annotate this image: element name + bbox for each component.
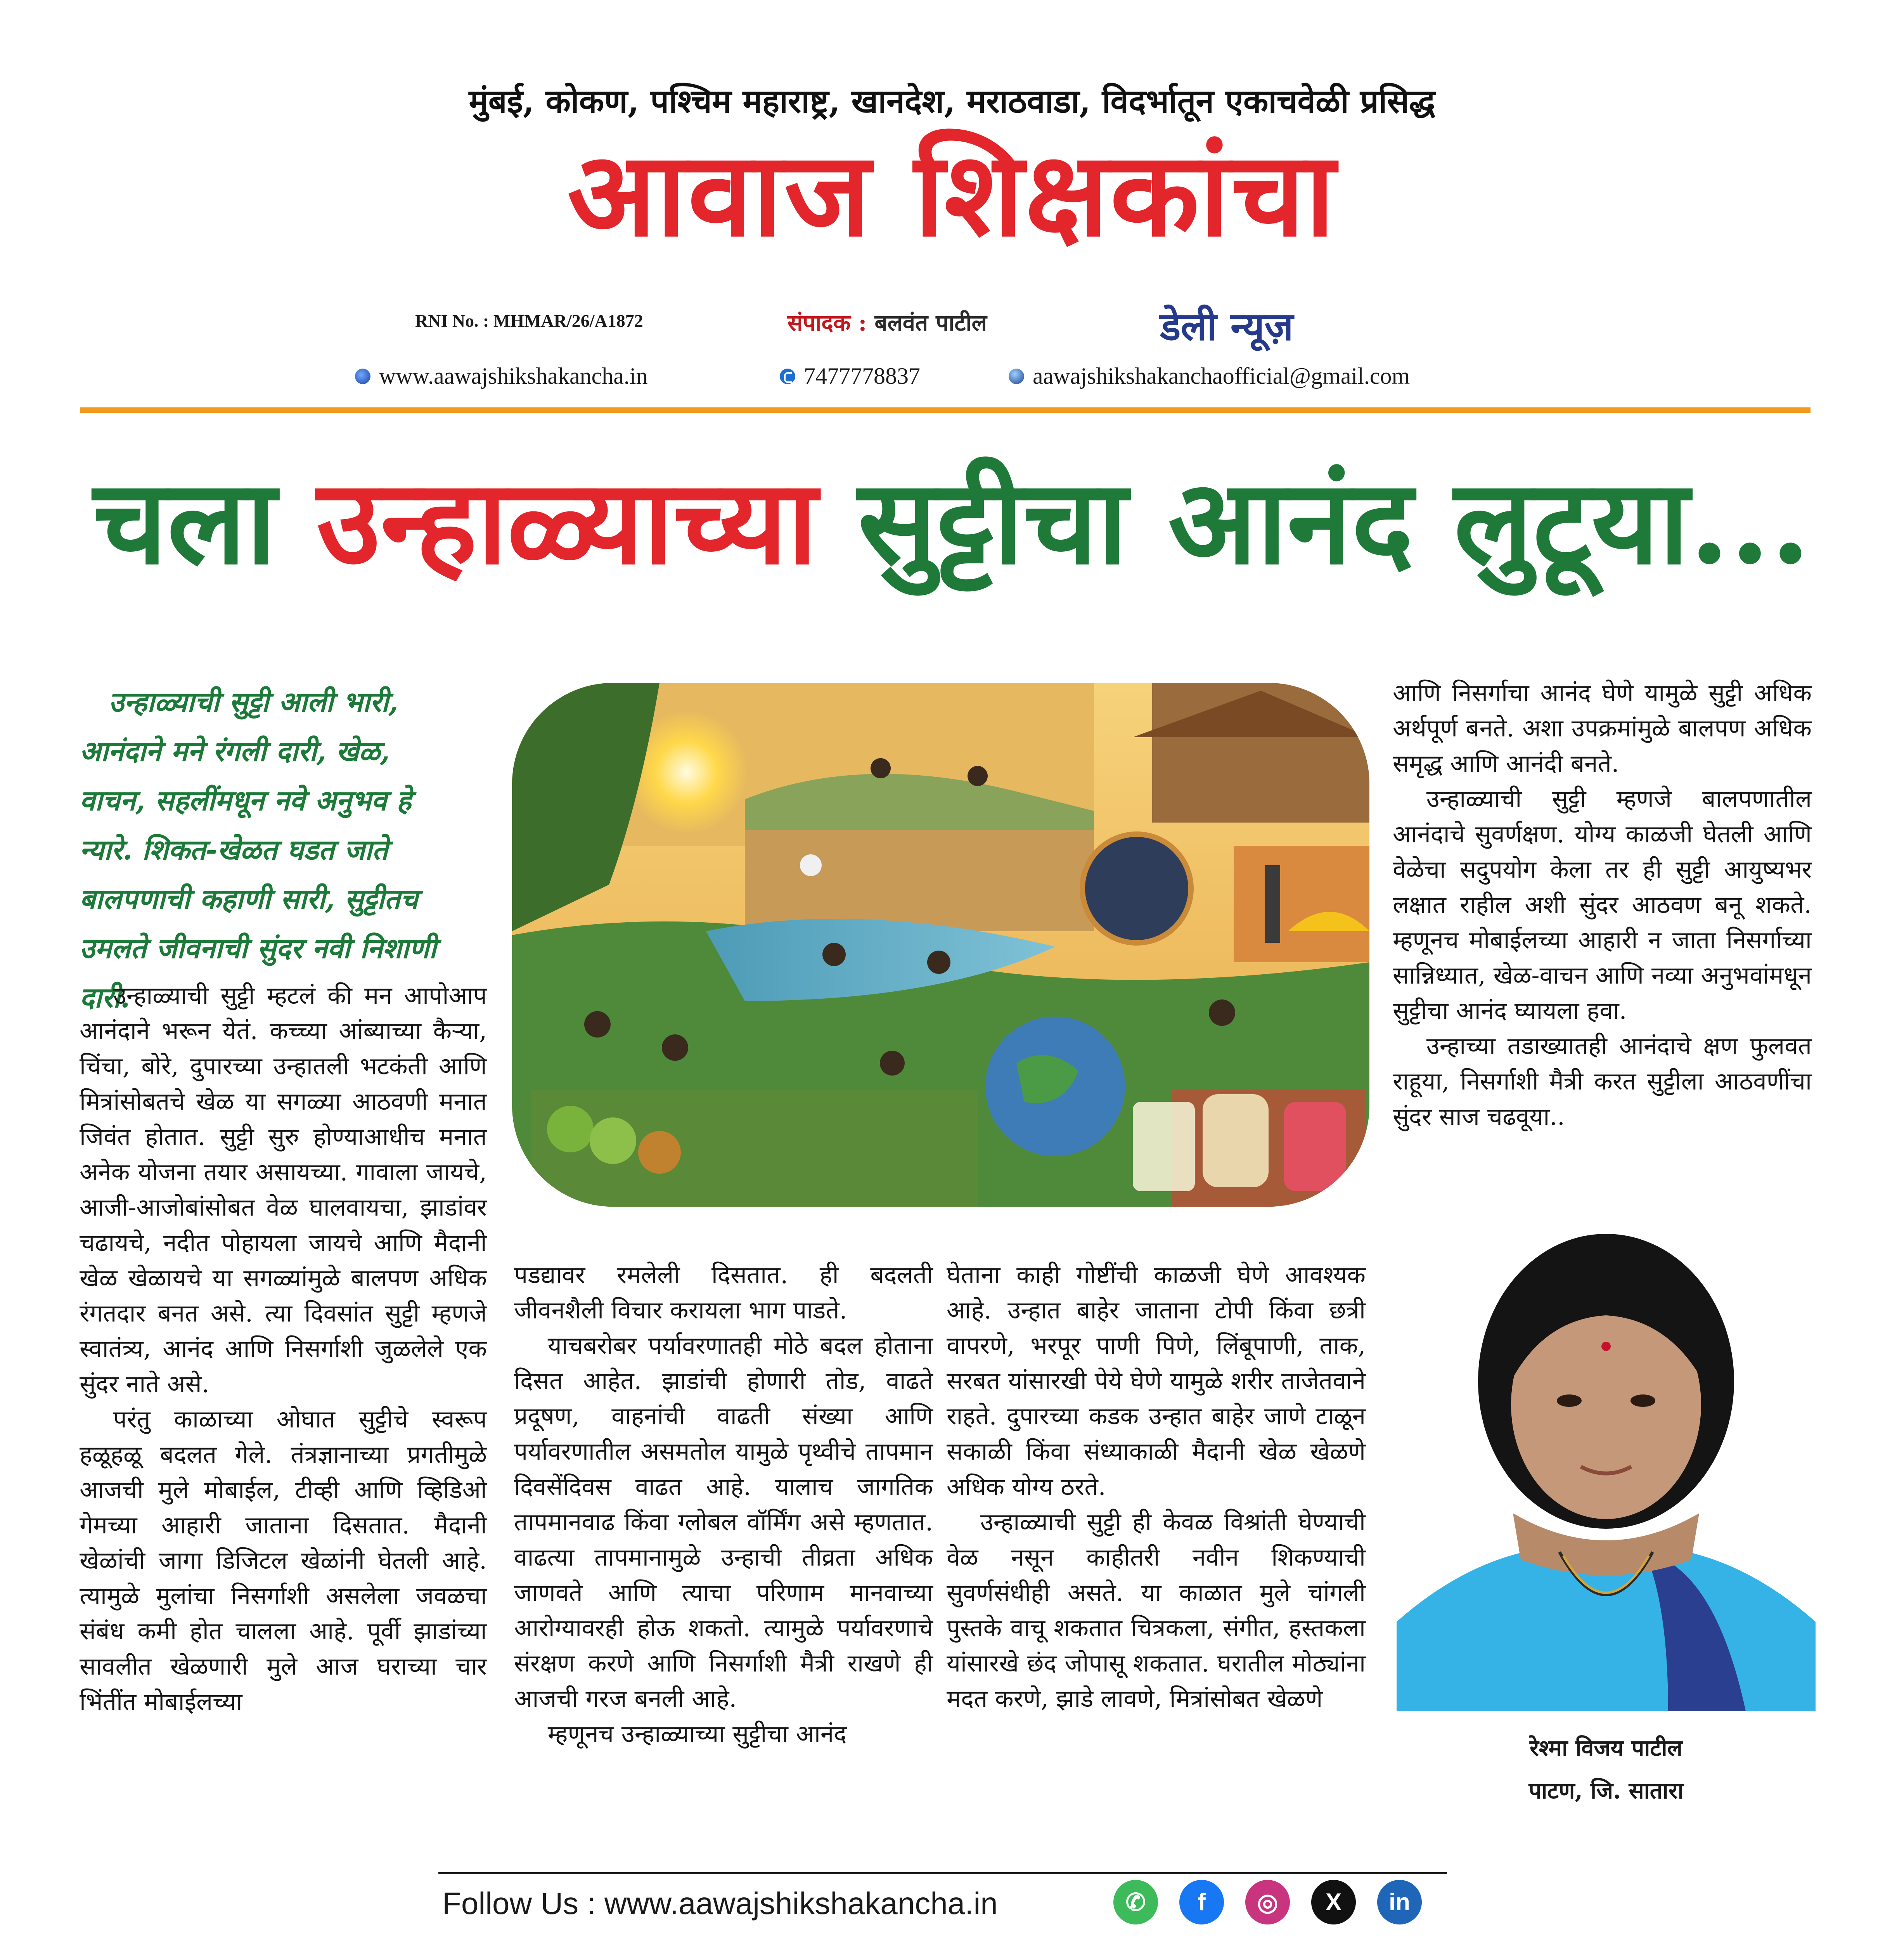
rni-number: RNI No. : MHMAR/26/A1872 (415, 311, 643, 331)
phone-text[interactable]: 7477778837 (804, 363, 920, 389)
author-place: पाटण, जि. सातारा (1528, 1777, 1684, 1804)
headline-part-2: उन्हाळ्याच्या (317, 453, 817, 590)
facebook-icon[interactable]: f (1179, 1880, 1224, 1924)
instagram-icon[interactable]: ◎ (1245, 1880, 1290, 1924)
follow-us[interactable]: Follow Us : www.aawajshikshakancha.in (442, 1886, 998, 1921)
paragraph: म्हणूनच उन्हाळ्याच्या सुट्टीचा आनंद (547, 1720, 847, 1748)
footer-top-rule (438, 1872, 1447, 1874)
paragraph: परंतु काळाच्या ओघात सुट्टीचे स्वरूप हळूहळू बदलत गेले. तंत्रज्ञानाच्या प्रगतीमुळे आजची मुले मोबाईल, टीव्ही आणि व्हिडिओ गेमच्या आहारी जाताना दिसतात. मैदानी खेळांची जागा डिजिटल खेळांनी घेतली आहे. त्यामुळे मुलांचा निसर्गाशी असलेला जवळचा संबंध कमी होत चालला आहे. पूर्वी झाडांच्या सावलीत खेळणारी मुले आज घराच्या चार भिंतींत मोबाईलच्या (80, 1405, 487, 1716)
editor-label: संपादक : (788, 310, 867, 336)
paragraph: पडद्यावर रमलेली दिसतात. ही बदलती जीवनशैली विचार करायला भाग पाडते. (514, 1261, 933, 1324)
paragraph: उन्हाळ्याची सुट्टी ही केवळ विश्रांती घेण्याची वेळ नसून काहीतरी नवीन शिकण्याची सुवर्णसंधीही असते. या काळात मुले चांगली पुस्तके वाचू शकतात चित्रकला, संगीत, हस्तकला यांसारखे छंद जोपासू शकतात. घरातील मोठ्यांना मदत करणे, झाडे लावणे, मित्रांसोबत खेळणे (947, 1508, 1366, 1713)
paragraph: उन्हाळ्याची सुट्टी म्हणजे बालपणातील आनंदाचे सुवर्णक्षण. योग्य काळजी घेतली आणि वेळेचा सदुपयोग केला तर ही सुट्टी आयुष्यभर लक्षात राहील अशी सुंदर आठवण बनू शकते. म्हणूनच मोबाईलच्या आहारी न जाता निसर्गाच्या सान्निध्यात, खेळ-वाचन आणि नव्या अनुभवांमधून सुट्टीचा आनंद घ्यायला हवा. (1393, 785, 1812, 1025)
intro-poem-text: उन्हाळ्याची सुट्टी आली भारी, आनंदाने मने रंगली दारी, खेळ, वाचन, सहलींमधून नवे अनुभव हे न्यारे. शिकत-खेळत घडत जाते बालपणाची कहाणी सारी, सुट्टीतच उमलते जीवनाची सुंदर नवी निशाणी दारी. (80, 685, 436, 1014)
headline-part-3: सुट्टीचा आनंद लुटूया... (817, 453, 1811, 590)
paragraph: उन्हाळ्याची सुट्टी म्हटलं की मन आपोआप आनंदाने भरून येतं. कच्च्या आंब्याच्या कैऱ्या, चिंचा, बोरे, दुपारच्या उन्हातली भटकंती आणि मित्रांसोबतचे खेळ या सगळ्या आठवणी मनात जिवंत होतात. सुट्टी सुरु होण्याआधीच मनात अनेक योजना तयार असायच्या. गावाला जायचे, आजी-आजोबांसोबत वेळ घालवायचा, झाडांवर चढायचे, नदीत पोहायला जायचे आणि मैदानी खेळ खेळायचे या सगळ्यांमुळे बालपण अधिक रंगतदार बनत असे. त्या दिवसांत सुट्टी म्हणजे स्वातंत्र्य, आनंद आणि निसर्गाशी जुळलेले एक सुंदर नाते असे. (80, 981, 487, 1398)
editor-credit (788, 307, 987, 337)
intro-poem (80, 677, 464, 1022)
article-column-1 (80, 978, 487, 1719)
masthead-divider (80, 407, 1811, 413)
email-text[interactable]: aawajshikshakanchaofficial@gmail.com (1033, 363, 1410, 389)
paragraph: उन्हाच्या तडाख्यातही आनंदाचे क्षण फुलवत राहूया, निसर्गाशी मैत्री करत सुट्टीला आठवणींचा सुंदर साज चढवूया.. (1393, 1032, 1812, 1131)
author-name: रेश्मा विजय पाटील (1530, 1735, 1682, 1761)
website-text[interactable]: www.aawajshikshakancha.in (379, 363, 648, 389)
headline-part-1: चला (93, 453, 317, 590)
author-photo (1397, 1218, 1816, 1711)
phone-contact[interactable] (780, 363, 920, 390)
paragraph: याचबरोबर पर्यावरणातही मोठे बदल होताना दिसत आहेत. झाडांची होणारी तोड, वाढते प्रदूषण, वाहनांची वाढती संख्या आणि पर्यावरणातील असमतोल यामुळे पृथ्वीचे तापमान दिवसेंदिवस वाढत आहे. यालाच जागतिक तापमानवाढ किंवा ग्लोबल वॉर्मिंग असे म्हणतात. वाढत्या तापमानामुळे उन्हाची तीव्रता अधिक जाणवते आणि त्याचा परिणाम मानवाच्या आरोग्यावरही होऊ शकतो. त्यामुळे पर्यावरणाचे संरक्षण करणे आणि निसर्गाशी मैत्री राखणे ही आजची गरज बनली आहे. (514, 1331, 933, 1713)
article-column-4 (1393, 675, 1812, 1134)
paragraph: घेताना काही गोष्टींची काळजी घेणे आवश्यक आहे. उन्हात बाहेर जाताना टोपी किंवा छत्री वापरणे, भरपूर पाणी पिणे, लिंबूपाणी, ताक, सरबत यांसारखी पेये घेणे यामुळे शरीर ताजेतवाने राहते. दुपारच्या कडक उन्हात बाहेर जाणे टाळून सकाळी किंवा संध्याकाळी मैदानी खेळ खेळणे अधिक योग्य ठरते. (947, 1261, 1366, 1501)
article-column-3 (947, 1257, 1366, 1716)
phone-icon (780, 369, 795, 384)
paragraph: आणि निसर्गाचा आनंद घेणे यामुळे सुट्टी अधिक अर्थपूर्ण बनते. अशा उपक्रमांमुळे बालपण अधिक समृद्ध आणि आनंदी बनते. (1393, 679, 1812, 778)
article-column-2 (514, 1257, 933, 1751)
summer-vacation-illustration (512, 683, 1369, 1207)
website-contact[interactable] (355, 363, 648, 390)
editor-name: बलवंत पाटील (874, 310, 987, 336)
masthead-tagline: मुंबई, कोकण, पश्चिम महाराष्ट्र, खानदेश, मराठवाडा, विदर्भातून एकाचवेळी प्रसिद्ध (469, 82, 1435, 120)
x-icon[interactable]: X (1311, 1880, 1356, 1924)
whatsapp-icon[interactable]: ✆ (1113, 1880, 1158, 1924)
headline (0, 453, 1904, 590)
newspaper-title: आवाज शिक्षकांचा (567, 125, 1337, 262)
globe-icon (355, 369, 370, 384)
email-contact[interactable] (1009, 363, 1410, 390)
edition-label: डेली न्यूज़ (1160, 303, 1293, 349)
email-icon (1009, 369, 1024, 384)
linkedin-icon[interactable]: in (1377, 1880, 1422, 1924)
